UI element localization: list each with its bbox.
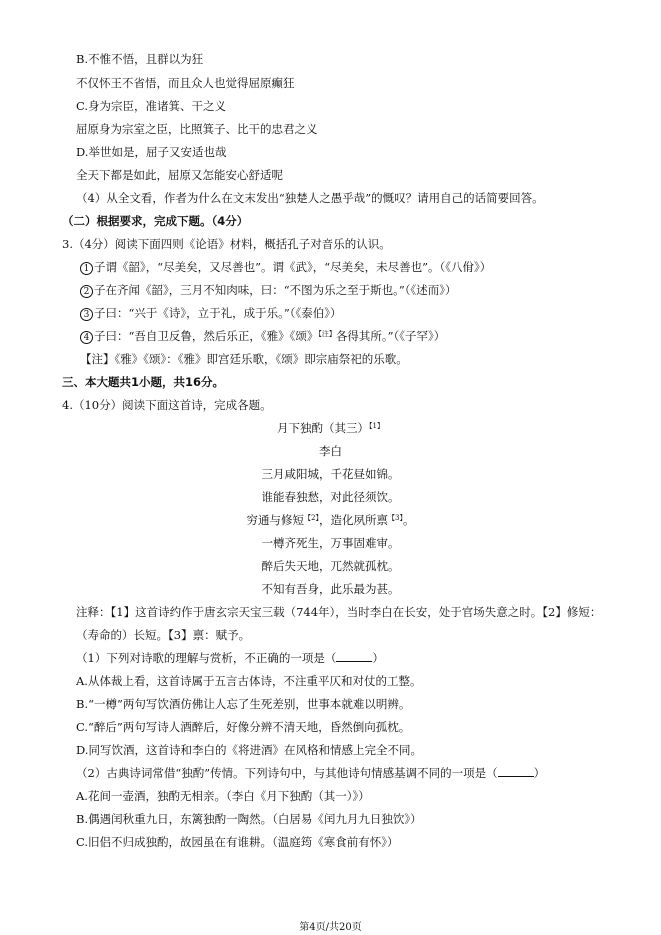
q1-option-c: C.身为宗臣，准诸箕、干之义 bbox=[76, 99, 227, 113]
q1-subquestion-4: （4）从全文看，作者为什么在文末发出“独楚人之愚乎哉”的慨叹？请用自己的话简要回答。 bbox=[76, 191, 544, 205]
q3-item-2 bbox=[80, 283, 457, 298]
q3-note: 【注】《雅》《颂》：《雅》即宫廷乐歌，《颂》即宗庙祭祀的乐歌。 bbox=[80, 352, 408, 366]
poem-line: 谁能春独愁，对此径须饮。 bbox=[261, 490, 400, 504]
q4-sub1-option-a: A.从体裁上看，这首诗属于五言古体诗，不注重平仄和对仗的工整。 bbox=[76, 674, 422, 688]
poem-line-part: 。 bbox=[402, 513, 415, 527]
q3-stem: 3.（4分）阅读下面四则《论语》材料，概括孔子对音乐的认识。 bbox=[62, 237, 391, 251]
answer-blank[interactable] bbox=[498, 776, 534, 777]
q3-item-text: 子曰：“兴于《诗》，立于礼，成于乐。”（《泰伯》） bbox=[94, 306, 342, 320]
q3-item-3 bbox=[80, 306, 342, 321]
q4-sub2-option-a: A.花间一壶酒，独酌无相亲。（李白《月下独酌（其一）》） bbox=[76, 789, 370, 803]
stem-text: ） bbox=[533, 766, 546, 780]
stem-text: （1）下列对诗歌的理解与赏析，不正确的一项是（ bbox=[76, 651, 337, 665]
q4-sub1-option-b: B.“一樽”两句写饮酒仿佛让人忘了生死差别，世事本就难以明辨。 bbox=[76, 697, 411, 711]
q4-sub2-stem bbox=[76, 766, 545, 780]
footnote-mark: 【注】 bbox=[318, 330, 336, 338]
q3-item-1 bbox=[80, 260, 491, 275]
footnote-mark: 【3】 bbox=[388, 514, 403, 522]
q3-item-text: 子谓《韶》，“尽美矣，又尽善也”。谓《武》，“尽美矣，未尽善也”。（《八佾》） bbox=[94, 260, 492, 274]
poem-title-text: 月下独酌（其三） bbox=[277, 421, 370, 435]
stem-text: （2）古典诗词常借“独酌”传情。下列诗句中，与其他诗句情感基调不同的一项是（ bbox=[76, 766, 498, 780]
footnote-mark: 【2】 bbox=[304, 514, 319, 522]
circled-number: 4 bbox=[80, 331, 93, 344]
q4-sub1-stem bbox=[76, 651, 384, 665]
poem-line-part: ，造化夙所禀 bbox=[319, 513, 388, 527]
q1-option-b-translation: 不仅怀王不省悟，而且众人也觉得屈原癫狂 bbox=[76, 76, 295, 90]
q4-sub1-option-d: D.同写饮酒，这首诗和李白的《将进酒》在风格和情感上完全不同。 bbox=[76, 743, 422, 757]
q1-option-d-translation: 全天下都是如此，屈原又怎能安心舒适呢 bbox=[76, 168, 283, 182]
poem-line: 一樽齐死生，万事固难审。 bbox=[261, 536, 400, 550]
poem-annotation: 注释：【1】这首诗约作于唐玄宗天宝三载（744年），当时李白在长安，处于官场失意之时。【2】修短： bbox=[76, 605, 602, 619]
poem-author: 李白 bbox=[319, 444, 342, 458]
q1-option-b: B.不惟不悟，且群以为狂 bbox=[76, 52, 204, 66]
section-2-heading: （二）根据要求，完成下题。（4分） bbox=[62, 214, 249, 228]
q1-option-c-translation: 屈原身为宗室之臣，比照箕子、比干的忠君之义 bbox=[76, 122, 318, 136]
page-footer: 第4页/共20页 bbox=[299, 922, 362, 933]
q4-sub2-option-c: C.旧侣不归成独酌，故园虽在有谁耕。（温庭筠《寒食前有怀》） bbox=[76, 835, 399, 849]
q3-item-4 bbox=[80, 329, 445, 344]
answer-blank[interactable] bbox=[336, 661, 372, 662]
q4-stem: 4.（10分）阅读下面这首诗，完成各题。 bbox=[62, 398, 272, 412]
footnote-mark: 【1】 bbox=[369, 422, 384, 430]
q3-item-text: 子在齐闻《韶》，三月不知肉味，曰：“不图为乐之至于斯也。”（《述而》） bbox=[94, 283, 457, 297]
q4-sub2-option-b: B.偶遇闰秋重九日，东篱独酌一陶然。（白居易《闰九月九日独饮》） bbox=[76, 812, 422, 826]
poem-line: 三月咸阳城，千花昼如锦。 bbox=[261, 467, 400, 481]
circled-number: 3 bbox=[80, 308, 93, 321]
section-3-heading: 三、本大题共1小题，共16分。 bbox=[62, 375, 225, 389]
poem-annotation-cont: （寿命的）长短。【3】禀：赋予。 bbox=[76, 628, 251, 642]
poem-title bbox=[0, 421, 661, 435]
circled-number: 2 bbox=[80, 285, 93, 298]
q3-item-text-end: 各得其所。”（《子罕》） bbox=[335, 329, 446, 343]
q3-item-text: 子曰：“吾自卫反鲁，然后乐正，《雅》《颂》 bbox=[94, 329, 319, 343]
poem-line: 不知有吾身，此乐最为甚。 bbox=[261, 582, 400, 596]
circled-number: 1 bbox=[80, 262, 93, 275]
poem-line bbox=[0, 513, 661, 527]
q1-option-d: D.举世如是，屈子又安适也哉 bbox=[76, 145, 227, 159]
q4-sub1-option-c: C.“醉后”两句写诗人酒醉后，好像分辨不清天地，昏然倒向孤枕。 bbox=[76, 720, 411, 734]
stem-text: ） bbox=[372, 651, 384, 665]
poem-line: 醉后失天地，兀然就孤枕。 bbox=[261, 559, 400, 573]
poem-line-part: 穷通与修短 bbox=[246, 513, 305, 527]
